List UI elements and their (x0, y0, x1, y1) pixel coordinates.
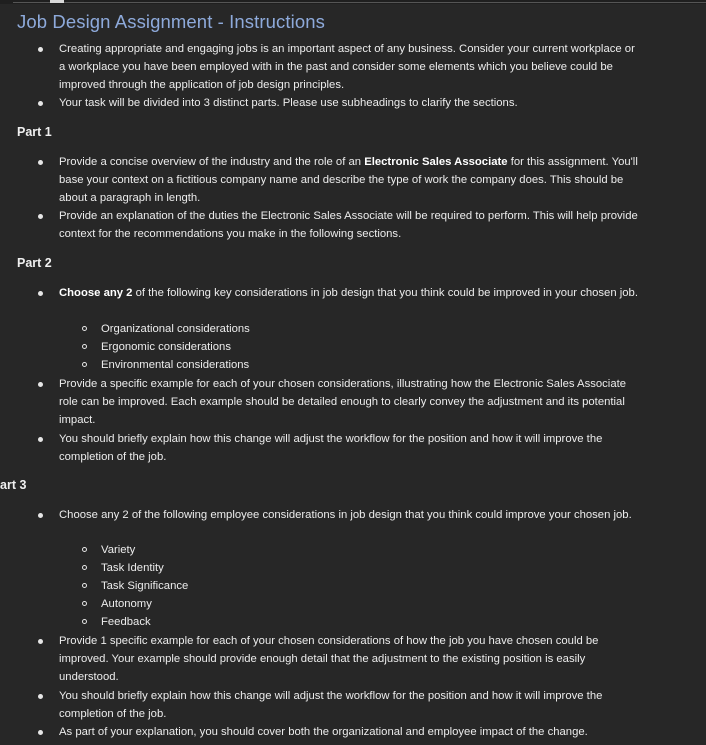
part-3-bullet-2: Provide 1 specific example for each of your chosen considerations of how the job you have chosen could be improved. Your example should provide enough detail that the adjustment to the existing position is easily understood. (59, 635, 599, 684)
bullet-icon (38, 513, 43, 518)
sub-list-item: Variety (82, 541, 135, 559)
choose-emphasis: Choose any 2 (59, 287, 133, 299)
intro-bullet-2: Your task will be divided into 3 distinct parts. Please use subheadings to clarify the sections. (59, 97, 518, 109)
hollow-bullet-icon (82, 583, 87, 588)
list-item (38, 284, 638, 302)
part-3-bullet-4: As part of your explanation, you should cover both the organizational and employee impact of the change. (59, 726, 588, 738)
list-item (38, 723, 638, 741)
sub-list-item: Environmental considerations (82, 356, 249, 374)
bullet-icon (38, 160, 43, 165)
sub-list-item: Feedback (82, 613, 151, 631)
hollow-bullet-icon (82, 547, 87, 552)
intro-bullet-1: Creating appropriate and engaging jobs is an important aspect of any business. Consider your current workplace or a workplace you have been employed with in the past and consider some elements which you believe could be improved through the application of job design principles. (59, 43, 635, 92)
bullet-icon (38, 214, 43, 219)
list-item (38, 375, 638, 429)
list-item (38, 687, 638, 723)
list-item (38, 506, 638, 524)
part-2-bullet-3: You should briefly explain how this change will adjust the workflow for the position and how it will improve the completion of the job. (59, 433, 603, 464)
bullet-icon (38, 437, 43, 442)
bullet-icon (38, 694, 43, 699)
sub-list-item: Ergonomic considerations (82, 338, 231, 356)
bullet-icon (38, 639, 43, 644)
hollow-bullet-icon (82, 362, 87, 367)
part-3-heading: art 3 (0, 478, 27, 492)
top-border (0, 0, 706, 4)
sub-list-item: Autonomy (82, 595, 152, 613)
part-2-heading: Part 2 (17, 256, 52, 270)
part-1-bullet-2: Provide an explanation of the duties the Electronic Sales Associate will be required to perform. This will help provide context for the recommendations you make in the following sections. (59, 210, 638, 241)
header-rule (13, 2, 706, 3)
header-marker (50, 0, 64, 3)
part-2-bullet-1: Choose any 2 of the following key considerations in job design that you think could be improved in your chosen job. (59, 287, 638, 299)
document-title: Job Design Assignment - Instructions (17, 11, 325, 32)
list-item (38, 40, 638, 94)
bullet-icon (38, 47, 43, 52)
sub-list-item: Task Significance (82, 577, 188, 595)
part-3-bullet-3: You should briefly explain how this change will adjust the workflow for the position and how it will improve the completion of the job. (59, 690, 603, 721)
hollow-bullet-icon (82, 601, 87, 606)
bullet-icon (38, 291, 43, 296)
list-item (38, 430, 638, 466)
role-name: Electronic Sales Associate (364, 156, 508, 168)
hollow-bullet-icon (82, 565, 87, 570)
sub-list-item: Organizational considerations (82, 320, 250, 338)
bullet-icon (38, 382, 43, 387)
part-1-bullet-1: Provide a concise overview of the industry and the role of an Electronic Sales Associate for this assignment. You'll base your context on a fictitious company name and describe the type of work the company does. This should be about a paragraph in length. (59, 156, 638, 205)
sub-list-item: Task Identity (82, 559, 164, 577)
hollow-bullet-icon (82, 326, 87, 331)
list-item (38, 207, 638, 243)
hollow-bullet-icon (82, 619, 87, 624)
list-item (38, 153, 638, 207)
part-1-heading: Part 1 (17, 125, 52, 139)
part-3-bullet-1: Choose any 2 of the following employee considerations in job design that you think could improve your chosen job. (59, 509, 632, 521)
bullet-icon (38, 101, 43, 106)
part-2-bullet-2: Provide a specific example for each of your chosen considerations, illustrating how the Electronic Sales Associate role can be improved. Each example should be detailed enough to clearly convey the adjustment and its potential impact. (59, 378, 627, 427)
bullet-icon (38, 730, 43, 735)
list-item (38, 632, 638, 686)
hollow-bullet-icon (82, 344, 87, 349)
list-item (38, 94, 638, 112)
